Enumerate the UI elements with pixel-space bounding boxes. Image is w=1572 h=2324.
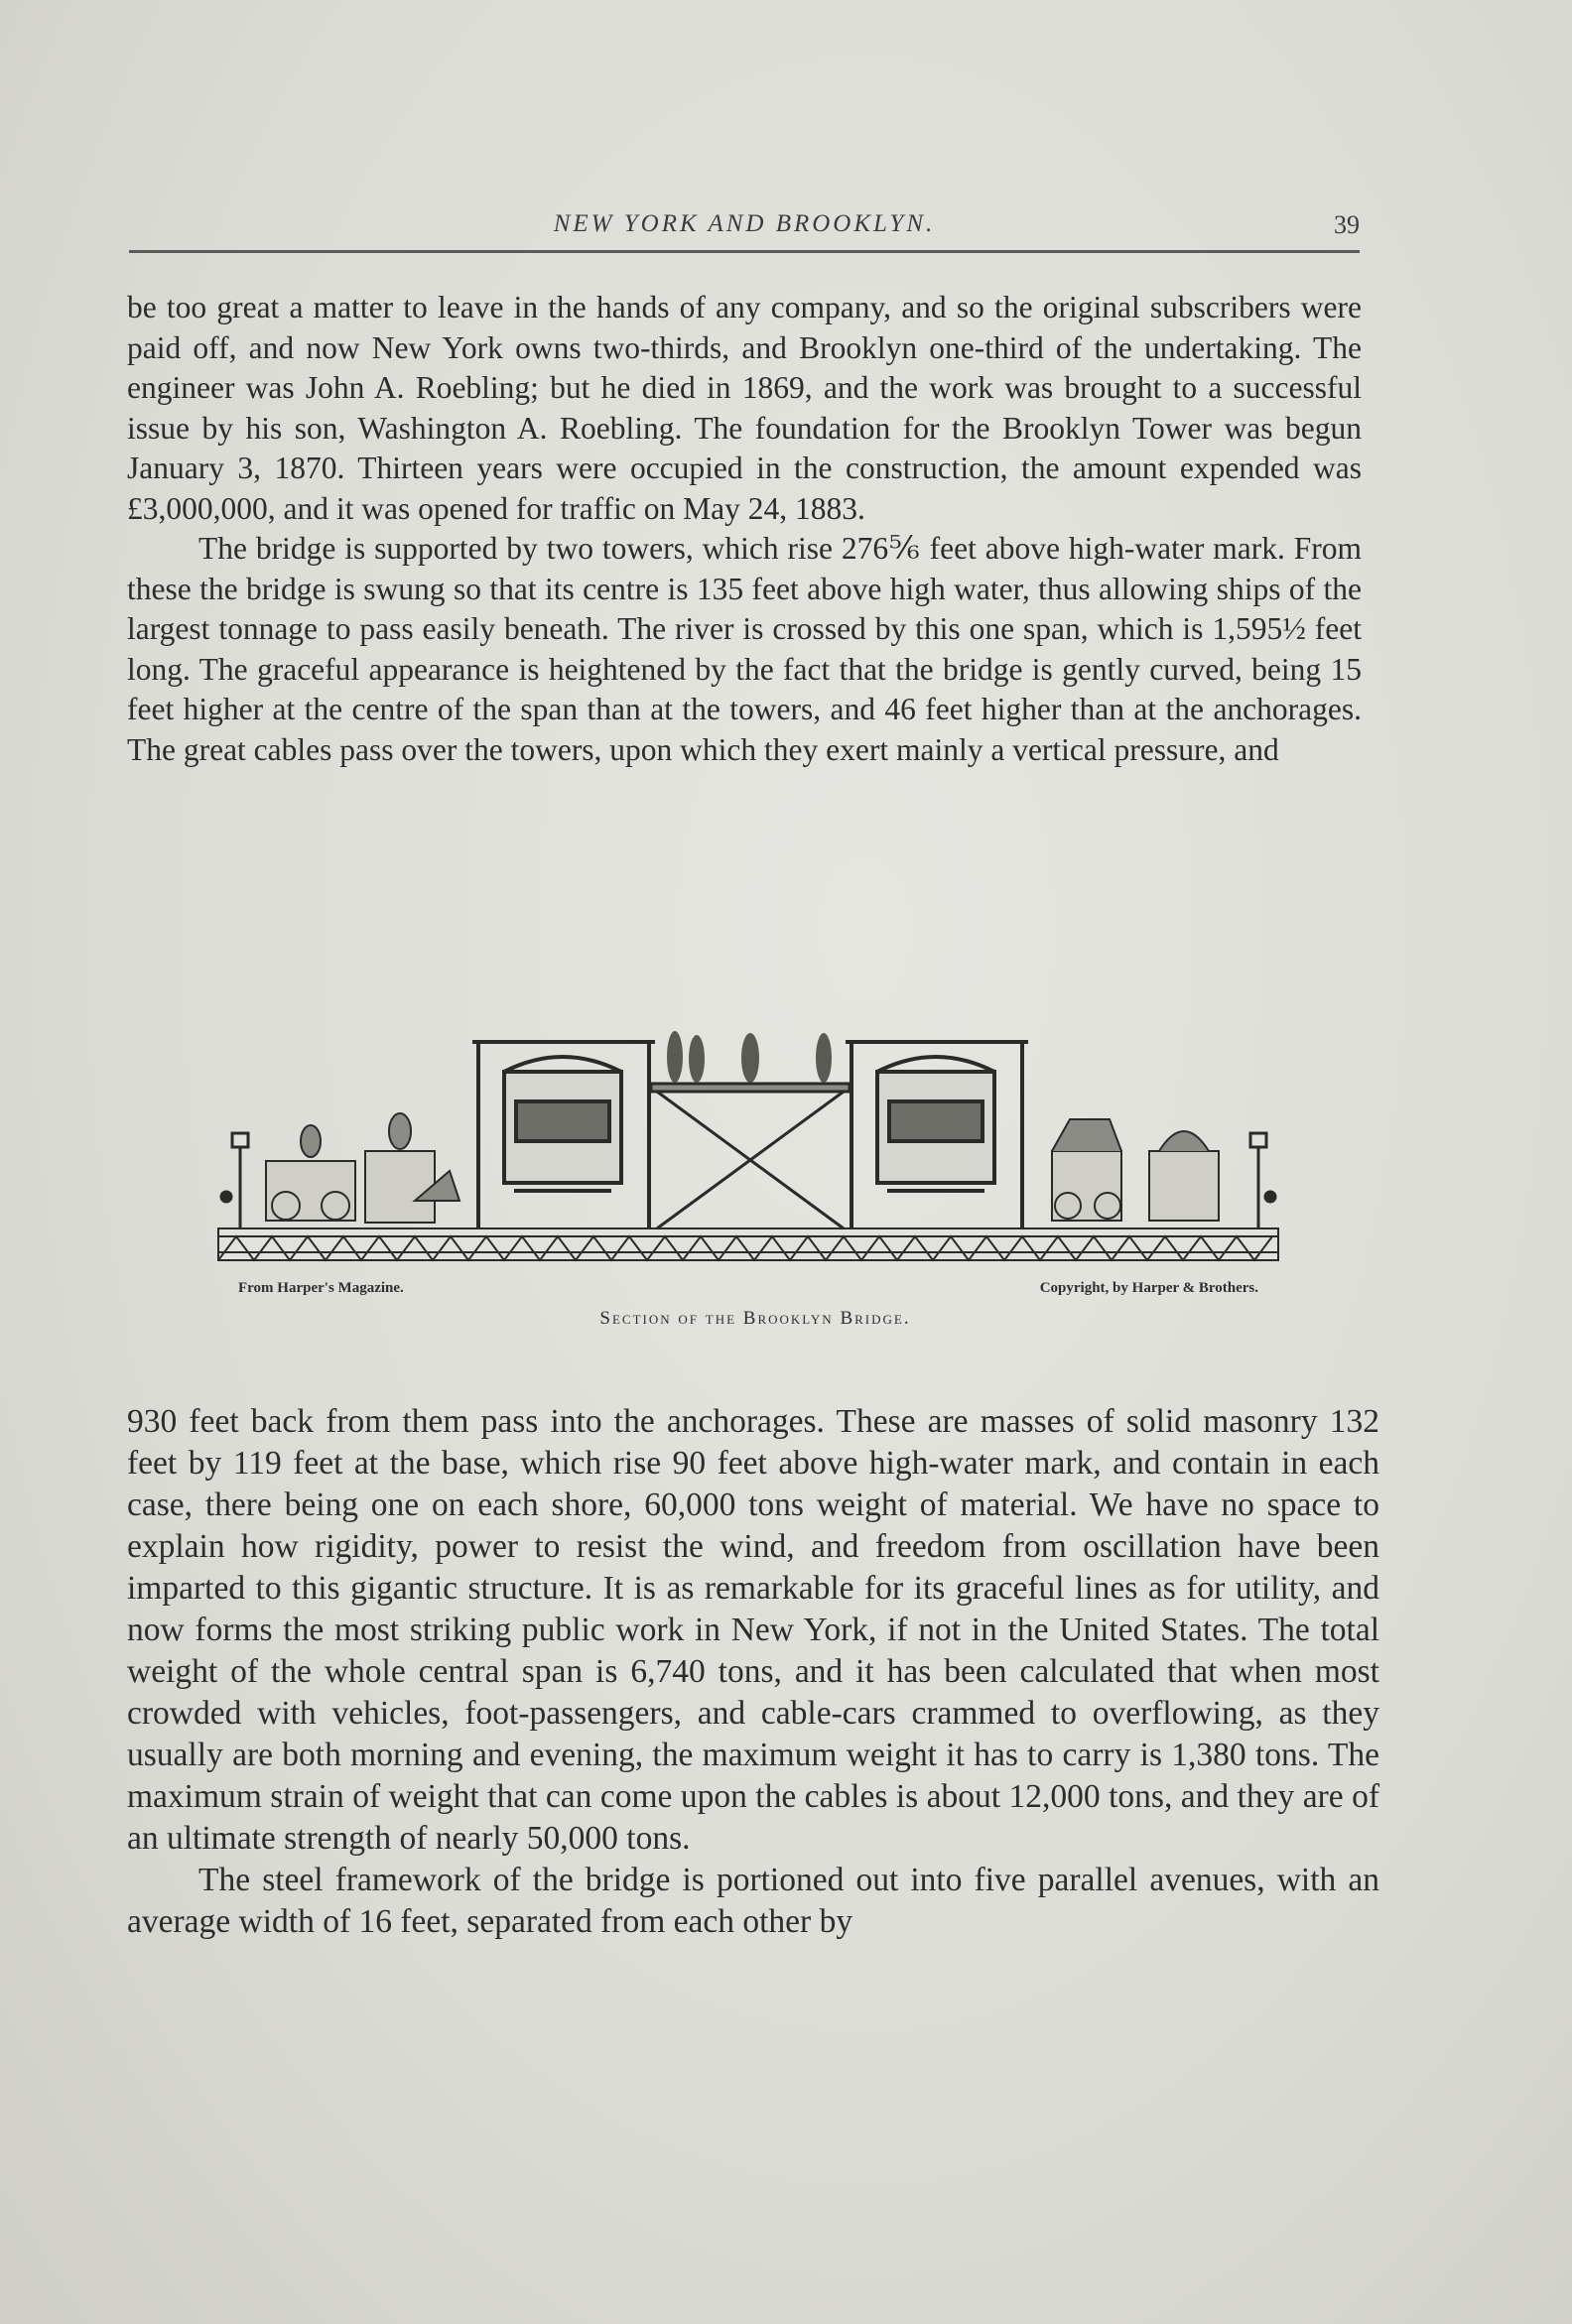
- pedestrians: [667, 1031, 832, 1083]
- text-block-bottom: [127, 1401, 1379, 1943]
- text-block-top: [127, 288, 1362, 770]
- figure-caption: Section of the Brooklyn Bridge.: [599, 1308, 911, 1329]
- figure-credit-left: From Harper's Magazine.: [238, 1280, 404, 1296]
- paragraph-framework: The steel framework of the bridge is portioned out into five parallel avenues, with an average width of 16 feet, separated from each other by: [127, 1862, 1379, 1940]
- page-number: 39: [1334, 210, 1360, 239]
- paragraph-towers: The bridge is supported by two towers, which rise 276⅚ feet above high-water mark. From these the bridge is swung so that its centre is 135 feet above high water, thus allowing ships of the largest tonnage to pass easily beneath. The river is crossed by this one span, which is 1,595½ feet long. The graceful appearance is heightened by the fact that the bridge is gently curved, being 15 feet higher at the centre of the span than at the towers, and 46 feet higher than at the anchorages. The great cables pass over the towers, upon which they exert mainly a vertical pressure, and: [127, 531, 1362, 767]
- running-head: NEW YORK AND BROOKLYN.: [553, 210, 936, 237]
- paragraph-continued: be too great a matter to leave in the hands of any company, and so the original subscribers were paid off, and now New York owns two-thirds, and Brooklyn one-third of the undertaking. The engineer was John A. Roebling; but he died in 1869, and the work was brought to a successful issue by his son, Washington A. Roebling. The foundation for the Brooklyn Tower was begun January 3, 1870. Thirteen years were occupied in the construction, the amount expended was £3,000,000, and it was opened for traffic on May 24, 1883.: [127, 290, 1362, 526]
- page-header: [129, 210, 1360, 253]
- bridge-section-drawing: [216, 1002, 1280, 1270]
- figure-credit-right: Copyright, by Harper & Brothers.: [1039, 1280, 1258, 1296]
- tower-frame-right: [846, 1042, 1028, 1228]
- tower-frame-left: [472, 1042, 655, 1228]
- horse-carriages-right: [1052, 1119, 1219, 1221]
- elevated-promenade: [651, 1031, 850, 1228]
- bridge-section-illustration: [216, 1002, 1280, 1270]
- horse-carriages-left: [266, 1113, 459, 1223]
- paragraph-anchorages: 930 feet back from them pass into the anchorages. These are masses of solid masonry 132 feet by 119 feet at the base, which rise 90 feet above high-water mark, and contain in each case, there being one on each shore, 60,000 tons weight of material. We have no space to explain how rigidity, power to resist the wind, and freedom from oscillation have been imparted to this gigantic structure. It is as remarkable for its graceful lines as for utility, and now forms the most striking public work in New York, if not in the United States. The total weight of the whole central span is 6,740 tons, and it has been calculated that when most crowded with vehicles, foot-passengers, and cable-cars crammed to overflowing, as they usually are both morning and evening, the maximum weight it has to carry is 1,380 tons. The maximum strain of weight that can come upon the cables is about 12,000 tons, and they are of an ultimate strength of nearly 50,000 tons.: [127, 1403, 1379, 1857]
- deck-truss: [218, 1228, 1278, 1260]
